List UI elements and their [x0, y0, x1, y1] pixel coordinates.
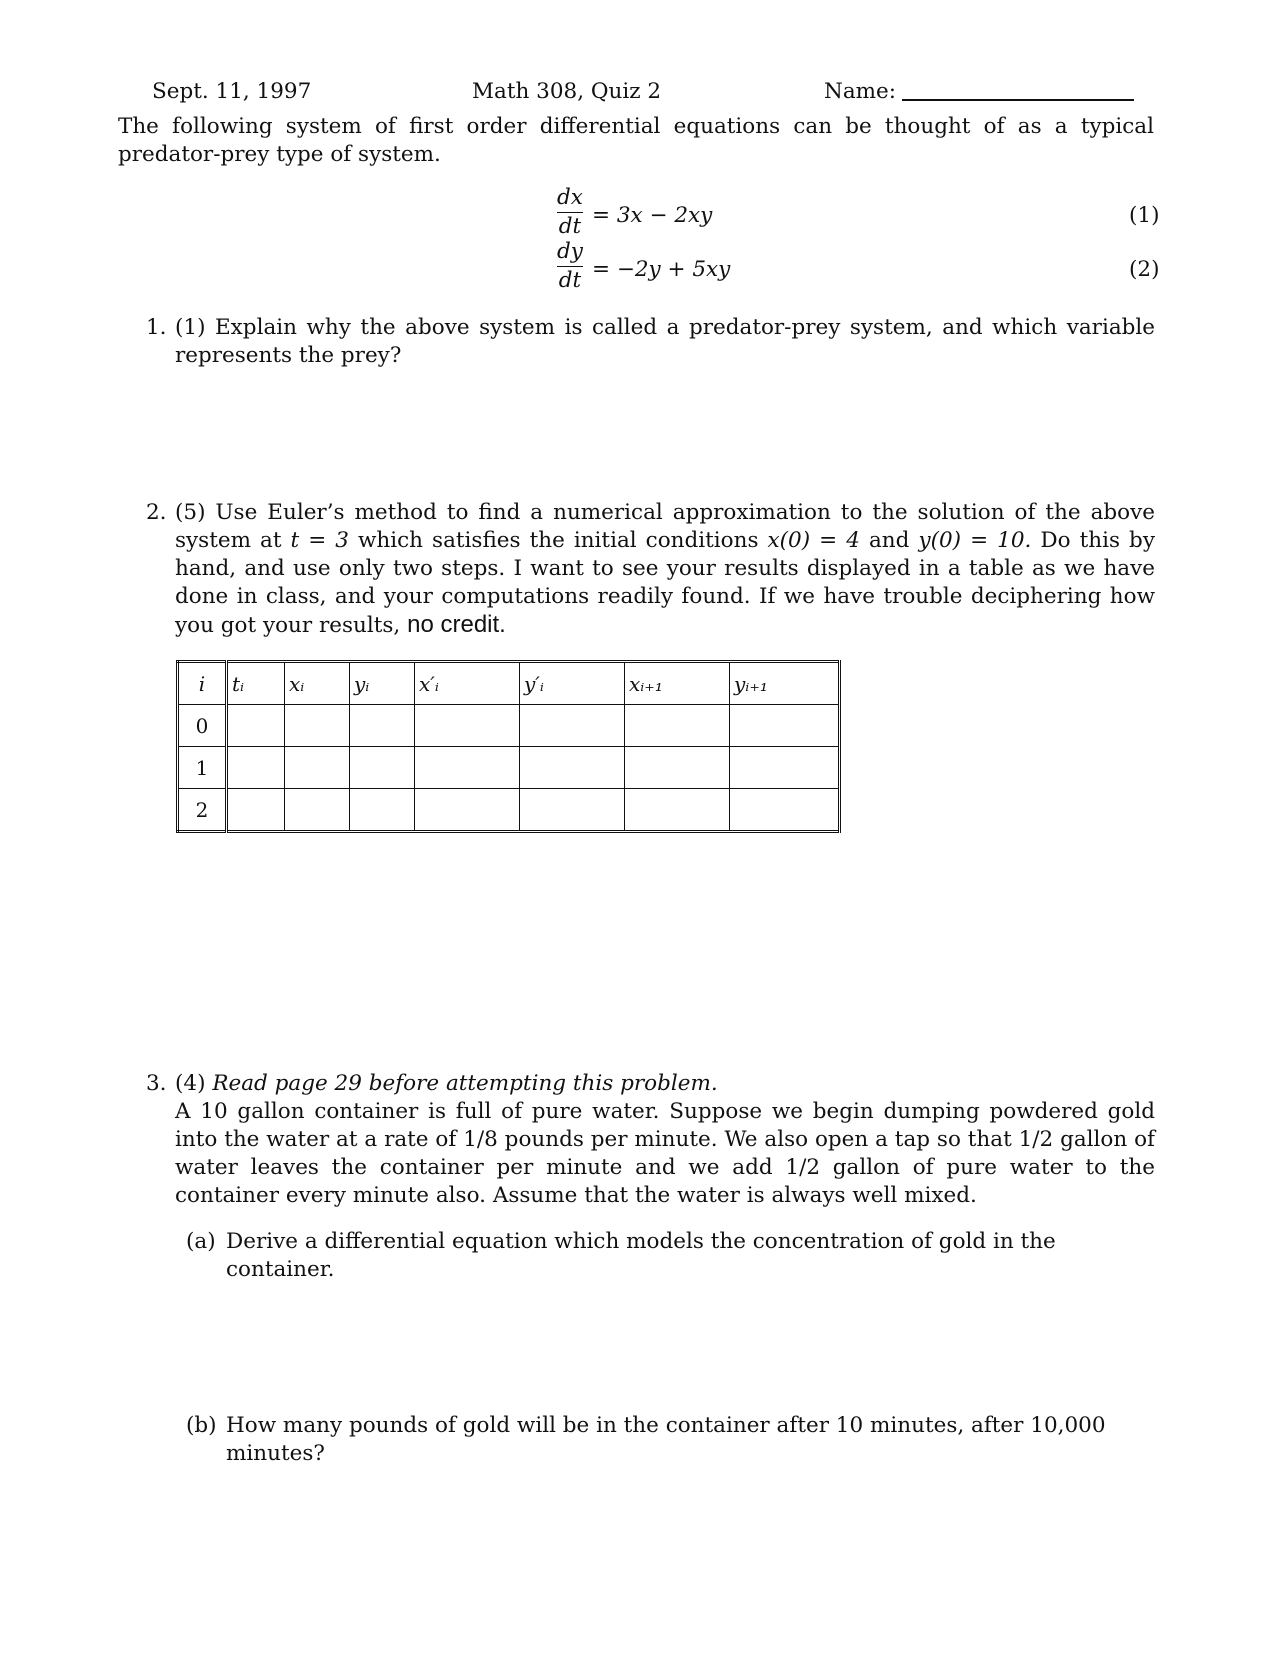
table-cell[interactable]	[350, 705, 415, 747]
q3b-text: How many pounds of gold will be in the container after 10 minutes, after 10,000 minutes?	[226, 1413, 1106, 1466]
q2-text	[175, 499, 1155, 640]
row-index: 0	[178, 705, 227, 747]
table-cell[interactable]	[625, 747, 730, 789]
name-label: Name:	[824, 79, 896, 104]
equation-1-rhs: = 3x − 2xy	[592, 203, 713, 228]
table-cell[interactable]	[415, 789, 520, 832]
q3-instruction: Read page 29 before attempting this problem.	[212, 1071, 718, 1096]
intro-paragraph: The following system of first order differential equations can be thought of as a typical predator-prey type of system.	[118, 114, 1154, 167]
q2-no-credit: no credit.	[407, 611, 506, 638]
q2-x0: x(0) = 4	[767, 528, 860, 553]
q3a-label: (a)	[186, 1229, 216, 1254]
equation-2-rhs: = −2y + 5xy	[592, 257, 731, 282]
table-cell[interactable]	[730, 705, 840, 747]
table-cell[interactable]	[227, 705, 285, 747]
header-y-next: yᵢ₊₁	[730, 662, 840, 705]
q2-t-value: t = 3	[290, 528, 349, 553]
q3-number: 3.	[146, 1071, 167, 1096]
q3-points: (4)	[175, 1071, 206, 1096]
table-cell[interactable]	[730, 747, 840, 789]
table-cell[interactable]	[285, 705, 350, 747]
table-cell[interactable]	[285, 789, 350, 832]
row-index: 1	[178, 747, 227, 789]
equation-1-denominator: dt	[558, 214, 582, 239]
q3b-label: (b)	[186, 1413, 217, 1438]
table-cell[interactable]	[350, 789, 415, 832]
quiz-date: Sept. 11, 1997	[152, 79, 312, 104]
name-blank-line	[902, 99, 1134, 101]
table-cell[interactable]	[415, 705, 520, 747]
row-index: 2	[178, 789, 227, 832]
table-row	[178, 747, 840, 789]
header-x-next: xᵢ₊₁	[625, 662, 730, 705]
header-y-prime: y′ᵢ	[520, 662, 625, 705]
header-x: xᵢ	[285, 662, 350, 705]
header-x-prime: x′ᵢ	[415, 662, 520, 705]
q2-text-part2: which satisfies the initial conditions	[357, 528, 759, 553]
table-cell[interactable]	[730, 789, 840, 832]
table-row	[178, 705, 840, 747]
q3-body: A 10 gallon container is full of pure water. Suppose we begin dumping powdered gold into the water at a rate of 1/8 pounds per minute. We also open a tap so that 1/2 gallon of water leaves the container per minute and we add 1/2 gallon of pure water to the container every minute also. Assume that the water is always well mixed.	[175, 1099, 1155, 1208]
q2-text-part3: Do this by hand, and use only two steps. I want to see your results displayed in a table as we have done in class, and your computations readily found. If we have trouble deciphering how you got your results,	[175, 528, 1155, 638]
header-i: i	[178, 662, 227, 705]
table-cell[interactable]	[625, 705, 730, 747]
quiz-title: Math 308, Quiz 2	[472, 79, 662, 104]
table-cell[interactable]	[520, 747, 625, 789]
table-cell[interactable]	[350, 747, 415, 789]
q2-number: 2.	[146, 500, 167, 525]
q1-text: (1) Explain why the above system is called a predator-prey system, and which variable represents the prey?	[175, 315, 1155, 368]
q3-text	[175, 1070, 1155, 1210]
table-cell[interactable]	[285, 747, 350, 789]
table-row	[178, 789, 840, 832]
table-cell[interactable]	[520, 789, 625, 832]
table-cell[interactable]	[227, 789, 285, 832]
table-cell[interactable]	[625, 789, 730, 832]
euler-table	[176, 660, 841, 833]
equation-2-numerator: dy	[557, 239, 583, 264]
q2-y0: y(0) = 10.	[918, 528, 1032, 553]
header-y: yᵢ	[350, 662, 415, 705]
equation-2-tag: (2)	[1129, 257, 1160, 282]
table-cell[interactable]	[520, 705, 625, 747]
equation-1-numerator: dx	[557, 185, 583, 210]
q2-text-part1: (5) Use Euler’s method to find a numerical approximation to the solution of the above system at	[175, 500, 1155, 553]
table-cell[interactable]	[227, 747, 285, 789]
equation-1-fraction	[557, 186, 583, 239]
q1-number: 1.	[146, 315, 167, 340]
equation-2-fraction	[557, 240, 583, 293]
q3a-text: Derive a differential equation which models the concentration of gold in the container.	[226, 1229, 1056, 1282]
equation-1-tag: (1)	[1129, 203, 1160, 228]
table-header-row	[178, 662, 840, 705]
equation-2-denominator: dt	[558, 268, 582, 293]
header-t: tᵢ	[227, 662, 285, 705]
q2-and: and	[868, 528, 910, 553]
table-cell[interactable]	[415, 747, 520, 789]
